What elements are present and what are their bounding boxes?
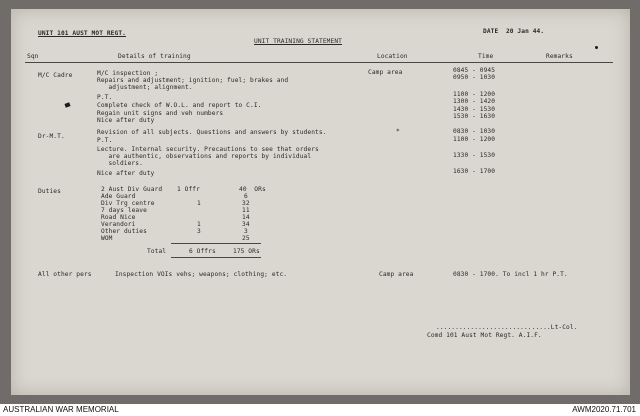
total-double-rule — [171, 257, 261, 258]
sqn-all-other: All other pers — [38, 271, 92, 278]
drmt-time: 0830 - 1030 — [453, 128, 496, 135]
mc-time: 0950 - 1030 — [453, 74, 496, 81]
mc-detail-line: Nice after duty — [97, 117, 155, 124]
column-header-remarks: Remarks — [546, 53, 573, 60]
drmt-detail-line: soldiers. — [97, 160, 143, 167]
drmt-detail-line: Revision of all subjects. Questions and answers by students. — [97, 129, 327, 136]
duty-label: 7 days leave — [101, 207, 147, 214]
duty-ors: 11 — [242, 207, 250, 214]
mc-detail-line: Repairs and adjustment; ignition; fuel; brakes and — [97, 77, 289, 84]
column-header-details: Details of training — [118, 53, 191, 60]
duty-offr: 3 — [197, 228, 201, 235]
duties-total-ors: 175 ORs — [233, 248, 260, 255]
duty-ors: 32 — [242, 200, 250, 207]
duties-total-label: Total — [147, 248, 167, 255]
unit-heading: UNIT 101 AUST MOT REGT. — [38, 30, 126, 37]
column-header-sqn: Sqn — [27, 53, 39, 60]
duty-label: WOM — [101, 235, 113, 242]
mc-detail-line: adjustment; alignment. — [97, 84, 193, 91]
signature-title: Comd 101 Aust Mot Regt. A.I.F. — [427, 332, 542, 339]
duty-offr: 1 — [197, 200, 201, 207]
duty-ors: 3 — [244, 228, 248, 235]
duty-ors: 34 — [242, 221, 250, 228]
column-header-location: Location — [377, 53, 408, 60]
duty-label: 2 Aust Div Guard — [101, 186, 163, 193]
drmt-time: 1100 - 1200 — [453, 136, 496, 143]
mc-detail-line: Complete check of W.O.L. and report to C.I. — [97, 102, 262, 109]
sqn-dr-mt: Dr-M.T. — [38, 133, 65, 140]
date-text: DATE 20 Jan 44. — [483, 28, 545, 35]
mc-time: 1430 - 1530 — [453, 106, 496, 113]
duty-label: Verandori — [101, 221, 136, 228]
header-rule — [25, 62, 613, 63]
duties-total-offr: 6 Offrs — [189, 248, 216, 255]
duty-label: Ade Guard — [101, 193, 136, 200]
duty-ors: 14 — [242, 214, 250, 221]
mc-time: 0845 - 0945 — [453, 67, 496, 74]
duty-ors: 6 — [244, 193, 248, 200]
document-title: UNIT TRAINING STATEMENT — [254, 38, 342, 45]
duty-label: Road Nice — [101, 214, 136, 221]
drmt-marker: * — [396, 128, 400, 135]
total-rule — [171, 243, 261, 244]
duty-offr: 1 — [197, 221, 201, 228]
all-other-details: Inspection VOIs vehs; weapons; clothing; etc. — [115, 271, 288, 278]
mc-detail-line: Regain unit signs and veh numbers — [97, 110, 224, 117]
mc-location: Camp area — [368, 69, 403, 76]
mc-detail-line: M/C inspection ; — [97, 70, 159, 77]
drmt-detail-line: Nice after duty — [97, 170, 155, 177]
mc-time: 1100 - 1200 — [453, 91, 496, 98]
drmt-time: 1630 - 1700 — [453, 168, 496, 175]
mc-time: 1530 - 1630 — [453, 113, 496, 120]
duty-ors: 25 — [242, 235, 250, 242]
ink-mark — [64, 102, 70, 107]
signature-line: ..............................Lt-Col. — [436, 324, 578, 331]
drmt-detail-line: are authentic, observations and reports by individual — [97, 153, 312, 160]
archive-reference: AWM2020.71.701 — [572, 405, 636, 414]
all-other-time: 0830 - 1700. To incl 1 hr P.T. — [453, 271, 568, 278]
duty-label: Other duties — [101, 228, 147, 235]
column-header-time: Time — [478, 53, 494, 60]
sqn-duties: Duties — [38, 188, 61, 195]
ink-dot — [595, 46, 598, 49]
archive-credit: AUSTRALIAN WAR MEMORIAL — [3, 405, 119, 414]
drmt-time: 1330 - 1530 — [453, 152, 496, 159]
mc-detail-line: P.T. — [97, 94, 113, 101]
drmt-detail-line: Lecture. Internal security. Precautions to see that orders — [97, 146, 319, 153]
duty-offr: 1 Offr — [177, 186, 200, 193]
mc-time: 1300 - 1420 — [453, 98, 496, 105]
drmt-detail-line: P.T. — [97, 137, 113, 144]
all-other-location: Camp area — [379, 271, 414, 278]
duty-label: Div Trg centre — [101, 200, 155, 207]
duty-ors: 40 ORs — [239, 186, 266, 193]
document-sheet — [11, 9, 630, 395]
sqn-mc-cadre: M/C Cadre — [38, 72, 73, 79]
